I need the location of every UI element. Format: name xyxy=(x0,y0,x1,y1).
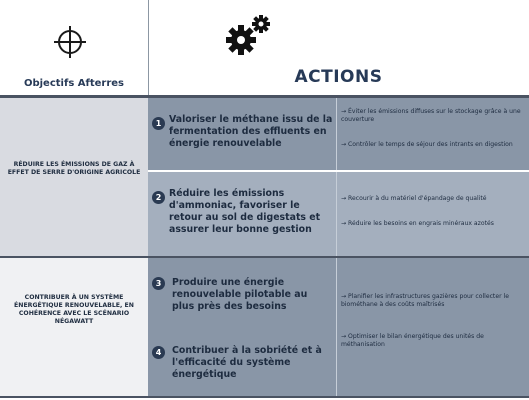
objective-energy xyxy=(0,258,148,396)
action-number-badge: 2 xyxy=(152,191,165,204)
gears-icon xyxy=(225,14,275,56)
action-divider xyxy=(336,98,337,170)
objective-label: CONTRIBUER À UN SYSTÈME ÉNERGÉTIQUE RENOUVELABLE, EN COHÉRENCE AVEC LE SCÉNARIO NÉGAWATT xyxy=(14,294,134,325)
action-title: Contribuer à la sobriété et à l'efficacité du système énergétique xyxy=(172,345,322,380)
crosshair-icon xyxy=(53,25,87,59)
action-number-badge: 4 xyxy=(152,346,165,359)
action-detail: → Planifier les infrastructures gazières pour collecter le biométhane à des coûts maîtrisés xyxy=(341,293,509,308)
objective-ghg xyxy=(0,98,148,256)
action-title: Réduire les émissions d'ammoniac, favoriser le retour au sol de digestats et assurer leur bonne gestion xyxy=(169,188,321,235)
objective-label: RÉDUIRE LES ÉMISSIONS DE GAZ À EFFET DE SERRE D'ORIGINE AGRICOLE xyxy=(7,161,141,176)
action-detail: → Optimiser le bilan énergétique des unités de méthanisation xyxy=(341,333,484,348)
action-divider xyxy=(336,258,337,396)
action-number-badge: 1 xyxy=(152,117,165,130)
action-detail: → Recourir à du matériel d'épandage de qualité xyxy=(341,195,487,202)
action-detail: → Réduire les besoins en engrais minéraux azotés xyxy=(341,220,494,227)
action-detail: → Éviter les émissions diffuses sur le stockage grâce à une couverture xyxy=(341,108,521,123)
action-title: Produire une énergie renouvelable pilotable au plus près des besoins xyxy=(172,277,308,312)
action-title: Valoriser le méthane issu de la fermentation des effluents en énergie renouvelable xyxy=(169,114,333,149)
objectives-title: Objectifs Afterres xyxy=(23,78,125,89)
action-detail: → Contrôler le temps de séjour des intrants en digestion xyxy=(341,141,513,148)
action-number-badge: 3 xyxy=(152,277,165,290)
actions-title: ACTIONS xyxy=(294,67,383,87)
action-divider xyxy=(336,172,337,256)
bottom-rule xyxy=(0,396,529,398)
